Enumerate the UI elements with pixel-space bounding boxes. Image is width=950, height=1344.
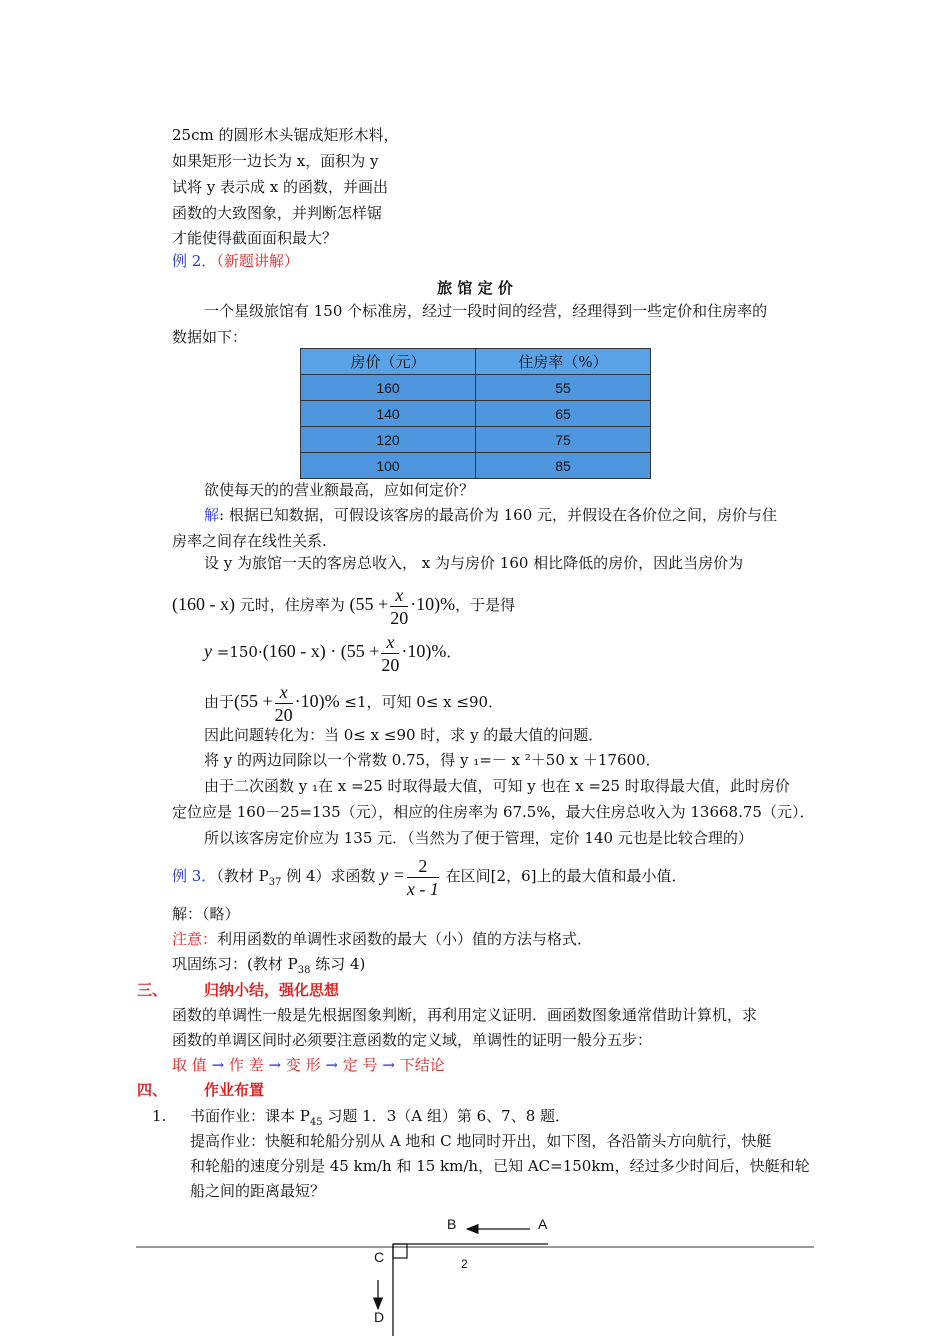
page-number: 2 (461, 1257, 468, 1271)
section4-number: 四、 (137, 1081, 168, 1099)
solution-text-4b: 元时，住房率为 (234, 596, 350, 614)
fraction-denominator: 20 (274, 704, 293, 725)
math-160-minus-x: (160 - x) (172, 594, 235, 614)
intro-line-2: 如果矩形一边长为 x，面积为 y (172, 152, 379, 170)
solution-line-9: 由于二次函数 y ₁在 x =25 时取得最大值，可知 y 也在 x =25 时取得最大值，此时房价 (204, 777, 790, 795)
table-cell: 140 (301, 401, 476, 427)
fraction-numerator: x (390, 584, 408, 607)
solution-text-6a: 由于 (204, 693, 235, 711)
solution-text-5e: ． (446, 643, 462, 661)
answer3: 解：（略） (172, 905, 240, 923)
note-text: 利用函数的单调性求函数的最大（小）值的方法与格式． (217, 930, 593, 948)
summary-line-1: 函数的单调性一般是先根据图象判断，再利用定义证明．画函数图象通常借助计算机，求 (172, 1006, 758, 1024)
math-times-10-percent: ·10)% (401, 641, 447, 661)
homework-number: 1. (152, 1107, 167, 1125)
fraction-numerator: x (275, 681, 293, 704)
note-label: 注意： (172, 930, 218, 948)
table-cell: 85 (476, 453, 651, 479)
section3-title: 归纳小结，强化思想 (204, 981, 340, 999)
solution-text-5b: =150· (212, 643, 263, 661)
math-product: (160 - x) · (55 + (262, 641, 380, 661)
homework-page-sub: 45 (309, 1117, 323, 1128)
solution-label: 解 (204, 506, 220, 524)
example3-page-sub: 37 (268, 877, 282, 888)
section-title: 旅 馆 定 价 (437, 279, 513, 297)
summary-line-2: 函数的单调区间时必须要注意函数的定义域，单调性的证明一般分五步： (172, 1031, 653, 1049)
solution-line-2: 房率之间存在线性关系. (172, 532, 327, 550)
problem-line-2: 数据如下： (172, 328, 248, 346)
section3-number: 三、 (137, 981, 168, 999)
math-times-10-percent: ·10)% (410, 594, 456, 614)
table-cell: 75 (476, 427, 651, 453)
table-cell: 160 (301, 375, 476, 401)
solution-text-6d: ≤1，可知 0≤ x ≤90． (339, 693, 504, 711)
step-item: 取 值 (172, 1056, 207, 1074)
homework-text-b: 习题 1．3（A 组）第 6、7、8 题． (322, 1107, 571, 1125)
section4-title: 作业布置 (204, 1081, 265, 1099)
solution-text-1: : 根据已知数据，可假设该客房的最高价为 160 元，并假设在各价位之间，房价与住 (219, 506, 778, 524)
table-cell: 120 (301, 427, 476, 453)
solution-text-4e: ，于是得 (455, 596, 516, 614)
solution-line-11: 所以该客房定价应为 135 元．（当然为了便于管理，定价 140 元也是比较合理的） (204, 829, 753, 847)
point-c-label: C (374, 1249, 385, 1265)
homework-text-a: 书面作业：课本 P (190, 1107, 310, 1125)
example2-label: 例 2． (172, 252, 217, 270)
point-b-label: B (447, 1216, 457, 1232)
problem-line-1: 一个星级旅馆有 150 个标准房，经过一段时间的经营，经理得到一些定价和住房率的 (204, 302, 768, 320)
math-55-plus: (55 + (349, 594, 389, 614)
homework-line-4: 船之间的距离最短？ (190, 1182, 326, 1200)
math-y-equals: y = (380, 865, 405, 885)
fraction-denominator: x - 1 (406, 878, 439, 899)
intro-line-1: 25cm 的圆形木头锯成矩形木料， (172, 126, 399, 144)
step-item: 作 差 (228, 1056, 264, 1074)
arrow-right-icon: → (268, 1056, 282, 1074)
point-d-label: D (374, 1309, 385, 1325)
intro-line-4: 函数的大致图象，并判断怎样锯 (172, 204, 383, 222)
solution-line-3: 设 y 为旅馆一天的客房总收入， x 为与房价 160 相比降低的房价，因此当房价为 (204, 554, 744, 572)
fraction-numerator: x (381, 631, 399, 654)
math-times-10-percent: ·10)% (294, 691, 340, 711)
arrow-right-icon: → (382, 1056, 395, 1074)
arrow-right-icon: → (325, 1056, 338, 1074)
homework-line-3: 和轮船的速度分别是 45 km/h 和 15 km/h，已知 AC=150km，经过多少时间后，快艇和轮 (190, 1157, 810, 1175)
right-angle-mark (393, 1244, 407, 1258)
example3-text-a: （教材 P (216, 867, 269, 885)
intro-line-3: 试将 y 表示成 x 的函数，并画出 (172, 178, 389, 196)
table-cell: 55 (476, 375, 651, 401)
table-cell: 65 (476, 401, 651, 427)
intro-line-5: 才能使得截面面积最大？ (172, 229, 338, 247)
practice-page-sub: 38 (297, 965, 311, 976)
example2-tag: （新题讲解） (216, 252, 299, 270)
step-item: 定 号 (342, 1056, 378, 1074)
math-55-plus: (55 + (234, 691, 273, 711)
table-cell: 100 (301, 453, 476, 479)
practice-text-b: 练习 4) (310, 955, 366, 973)
question-text: 欲使每天的的营业额最高，应如何定价？ (204, 481, 475, 499)
table-header-rate: 住房率（%） (476, 349, 651, 375)
fraction-denominator: 20 (381, 654, 400, 675)
example3-label: 例 3． (172, 867, 217, 885)
example3-text-c: 在区间[2，6]上的最大值和最小值． (440, 867, 687, 885)
step-item: 下结论 (399, 1056, 445, 1074)
solution-line-8: 将 y 的两边同除以一个常数 0.75，得 y ₁=－ x ²＋50 x ＋17600． (204, 751, 661, 769)
fraction-denominator: 20 (390, 607, 409, 628)
table-header-price: 房价（元） (301, 349, 476, 375)
point-a-label: A (538, 1216, 548, 1232)
solution-line-10: 定位应是 160－25=135（元），相应的住房率为 67.5%，最大住房总收入为 13668.75（元）． (172, 803, 815, 821)
example3-text-b: 例 4）求函数 (281, 867, 381, 885)
solution-line-7: 因此问题转化为：当 0≤ x ≤90 时，求 y 的最大值的问题． (204, 726, 604, 744)
fraction-numerator: 2 (407, 855, 439, 878)
step-item: 变 形 (285, 1056, 321, 1074)
math-y: y (204, 641, 212, 661)
arrow-right-icon: → (211, 1056, 225, 1074)
homework-line-2: 提高作业：快艇和轮船分别从 A 地和 C 地同时开出，如下图，各沿箭头方向航行，快艇 (190, 1132, 772, 1150)
practice-text-a: 巩固练习：(教材 P (172, 955, 298, 973)
